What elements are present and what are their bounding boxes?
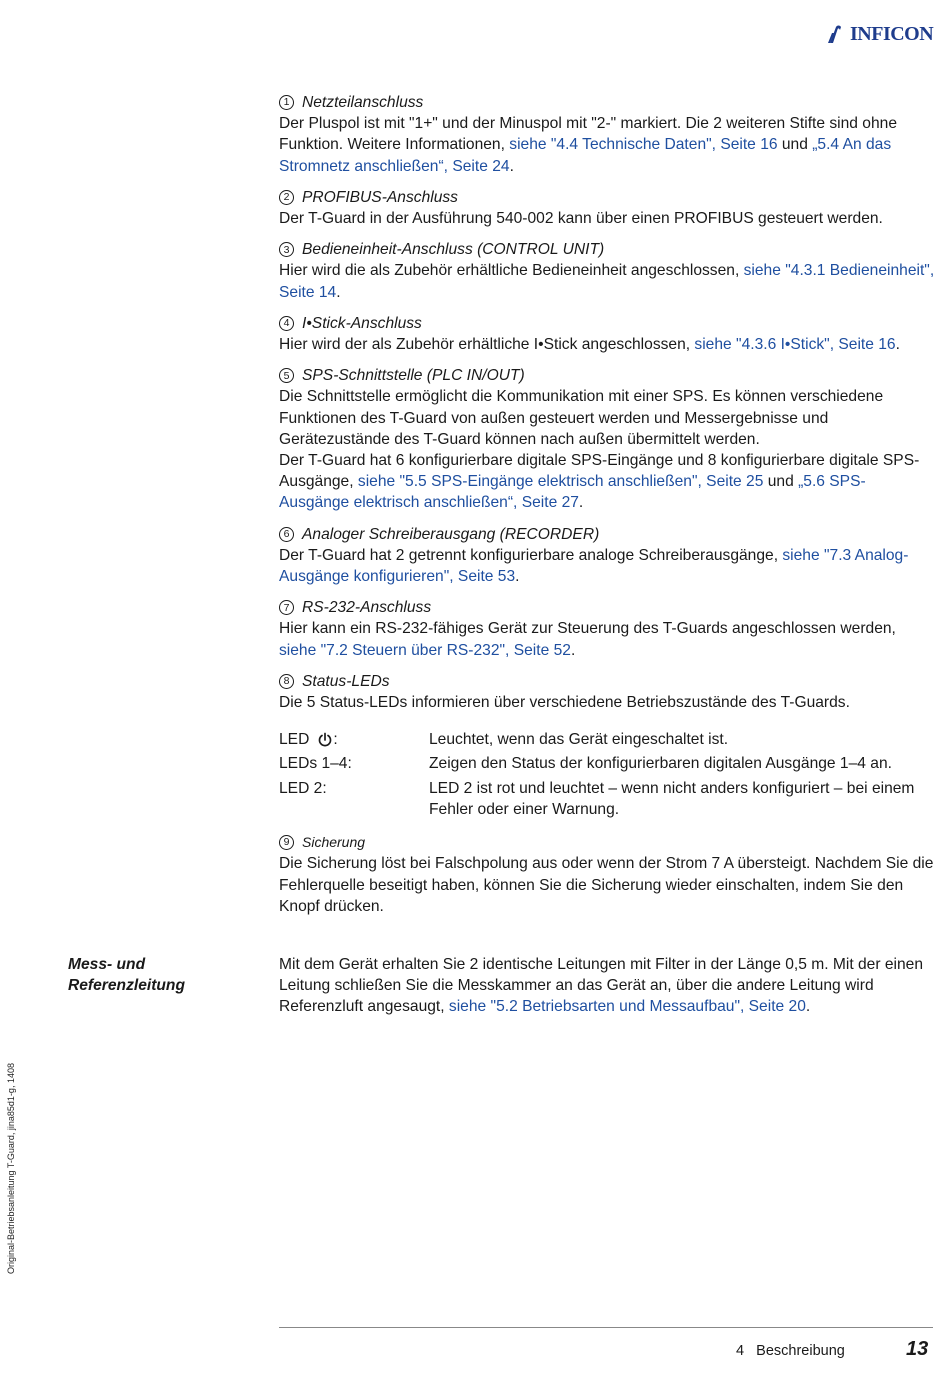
item-number: 5 bbox=[279, 368, 294, 383]
item-title: I•Stick-Anschluss bbox=[302, 314, 422, 332]
link-analog-ausgaenge[interactable]: siehe "7.3 Analog-Ausgänge konfigurieren", Seite 53 bbox=[279, 546, 909, 586]
link-stromnetz[interactable]: „5.4 An das Stromnetz anschließen“, Seite 24 bbox=[279, 136, 892, 175]
margin-heading: Mess- und Referenzleitung bbox=[68, 956, 185, 995]
item-number: 8 bbox=[279, 674, 294, 689]
item-text: Hier kann ein RS-232-fähiges Gerät zur Steuerung des T-Guards angeschlossen werden, siehe "7.2 Steuern über RS-232", Seite 52. bbox=[279, 620, 896, 659]
item-bedieneinheit bbox=[279, 239, 935, 303]
item-text: Die 5 Status-LEDs informieren über verschiedene Betriebszustände des T-Guards. bbox=[279, 694, 850, 712]
item-number: 3 bbox=[279, 242, 294, 257]
item-text: Hier wird die als Zubehör erhältliche Bedieneinheit angeschlossen, siehe "4.3.1 Bedieneinheit", Seite 14. bbox=[279, 262, 935, 301]
item-title: RS-232-Anschluss bbox=[302, 599, 432, 617]
item-number: 7 bbox=[279, 600, 294, 615]
led-description: Leuchtet, wenn das Gerät eingeschaltet ist. bbox=[429, 731, 729, 749]
item-title: SPS-Schnittstelle (PLC IN/OUT) bbox=[302, 367, 525, 385]
led-row bbox=[279, 778, 935, 820]
footer-divider bbox=[279, 1327, 933, 1328]
link-betriebsarten[interactable]: siehe "5.2 Betriebsarten und Messaufbau", Seite 20 bbox=[448, 998, 806, 1016]
item-title: Netzteilanschluss bbox=[302, 94, 424, 111]
led-label: LED 2: bbox=[279, 779, 327, 797]
item-istick bbox=[279, 313, 935, 355]
item-status-leds bbox=[279, 671, 935, 713]
item-profibus bbox=[279, 187, 935, 229]
item-title: Bedieneinheit-Anschluss (CONTROL UNIT) bbox=[302, 241, 605, 259]
led-description: LED 2 ist rot und leuchtet – wenn nicht anders konfiguriert – bei einem Fehler oder einer Warnung. bbox=[429, 779, 915, 818]
side-note bbox=[2, 1040, 22, 1280]
item-rs232 bbox=[279, 597, 935, 661]
item-number: 6 bbox=[279, 527, 294, 542]
reference-paragraph: Mit dem Gerät erhalten Sie 2 identische Leitungen mit Filter in der Länge 0,5 m. Mit der einen Leitung schließen Sie die Messkammer an das Gerät an, über die andere Leitung wird Referenzluft angesaugt, siehe "5.2 Betriebsarten und Messaufbau", Seite 20. bbox=[279, 956, 924, 1016]
item-text: Der T-Guard hat 2 getrennt konfigurierbare analoge Schreiberausgänge, siehe "7.3 Analog-Ausgänge konfigurieren", Seite 53. bbox=[279, 546, 909, 586]
item-number: 2 bbox=[279, 190, 294, 205]
led-row bbox=[279, 729, 935, 750]
item-text: Die Sicherung löst bei Falschpolung aus oder wenn der Strom 7 A übersteigt. Nachdem Sie die Fehlerquelle beseitigt haben, können Sie die Sicherung wieder einschalten, indem Sie den Knopf drücken. bbox=[279, 855, 934, 915]
item-text-2: Der T-Guard hat 6 konfigurierbare digitale SPS-Eingänge und 8 konfigurierbare digitale SPS-Ausgänge, siehe "5.5 SPS-Eingänge elektrisch anschließen", Seite 25 und „5.6 SPS-Ausgänge elektrisch anschließen“, Seite 27. bbox=[279, 452, 920, 512]
item-text: Der T-Guard in der Ausführung 540-002 kann über einen PROFIBUS gesteuert werden. bbox=[279, 210, 883, 228]
led-row bbox=[279, 753, 935, 774]
logo-mark-icon bbox=[826, 22, 850, 46]
link-sps-eingaenge[interactable]: siehe "5.5 SPS-Eingänge elektrisch anschließen", Seite 25 bbox=[357, 473, 764, 491]
link-bedieneinheit[interactable]: siehe "4.3.1 Bedieneinheit", Seite 14 bbox=[279, 262, 935, 301]
item-schreiberausgang bbox=[279, 524, 935, 588]
item-number: 9 bbox=[279, 835, 294, 850]
item-sicherung bbox=[279, 832, 935, 917]
led-description: Zeigen den Status der konfigurierbaren digitalen Ausgänge 1–4 an. bbox=[429, 755, 892, 773]
side-note-text: Original-Betriebsanleitung T-Guard, jina85d1-g, 1408 bbox=[6, 1063, 16, 1274]
inficon-logo bbox=[826, 22, 936, 46]
item-text: Hier wird der als Zubehör erhältliche I•Stick angeschlossen, siehe "4.3.6 I•Stick", Seite 16. bbox=[279, 336, 900, 354]
link-sps-ausgaenge[interactable]: „5.6 SPS-Ausgänge elektrisch anschließen“, Seite 27 bbox=[279, 473, 866, 512]
item-text: Die Schnittstelle ermöglicht die Kommunikation mit einer SPS. Es können verschiedene Funktionen des T-Guard von außen gesteuert werden und Messergebnisse und Gerätezustände des T-Guard können nach außen übermittelt werden. bbox=[279, 388, 884, 448]
link-rs232[interactable]: siehe "7.2 Steuern über RS-232", Seite 52 bbox=[279, 641, 571, 659]
page-number: 13 bbox=[906, 1338, 929, 1360]
item-netzteilanschluss bbox=[279, 92, 935, 177]
item-title: Analoger Schreiberausgang (RECORDER) bbox=[302, 525, 600, 543]
led-label: LED bbox=[279, 731, 310, 749]
led-table bbox=[279, 729, 935, 820]
item-title: PROFIBUS-Anschluss bbox=[302, 188, 458, 206]
item-number: 1 bbox=[279, 95, 294, 110]
link-technische-daten[interactable]: siehe "4.4 Technische Daten", Seite 16 bbox=[509, 136, 778, 154]
logo-text: INFICON bbox=[850, 23, 934, 45]
item-sps-schnittstelle bbox=[279, 365, 935, 513]
item-title: Status-LEDs bbox=[302, 672, 390, 690]
item-number: 4 bbox=[279, 316, 294, 331]
led-label: LEDs 1–4: bbox=[279, 755, 352, 773]
main-content bbox=[279, 92, 935, 927]
power-icon bbox=[317, 732, 333, 748]
led-label-suffix: : bbox=[333, 731, 338, 749]
item-text: Der Pluspol ist mit "1+" und der Minuspol mit "2-" markiert. Die 2 weiteren Stifte sind ohne Funktion. Weitere Informationen, siehe "4.4 Technische Daten", Seite 16 und „5.4 An das Stromnetz anschließen“, Seite 24. bbox=[279, 115, 897, 175]
footer-chapter: 4 Beschreibung bbox=[736, 1343, 845, 1359]
link-istick[interactable]: siehe "4.3.6 I•Stick", Seite 16 bbox=[694, 336, 896, 354]
item-title: Sicherung bbox=[302, 834, 366, 851]
